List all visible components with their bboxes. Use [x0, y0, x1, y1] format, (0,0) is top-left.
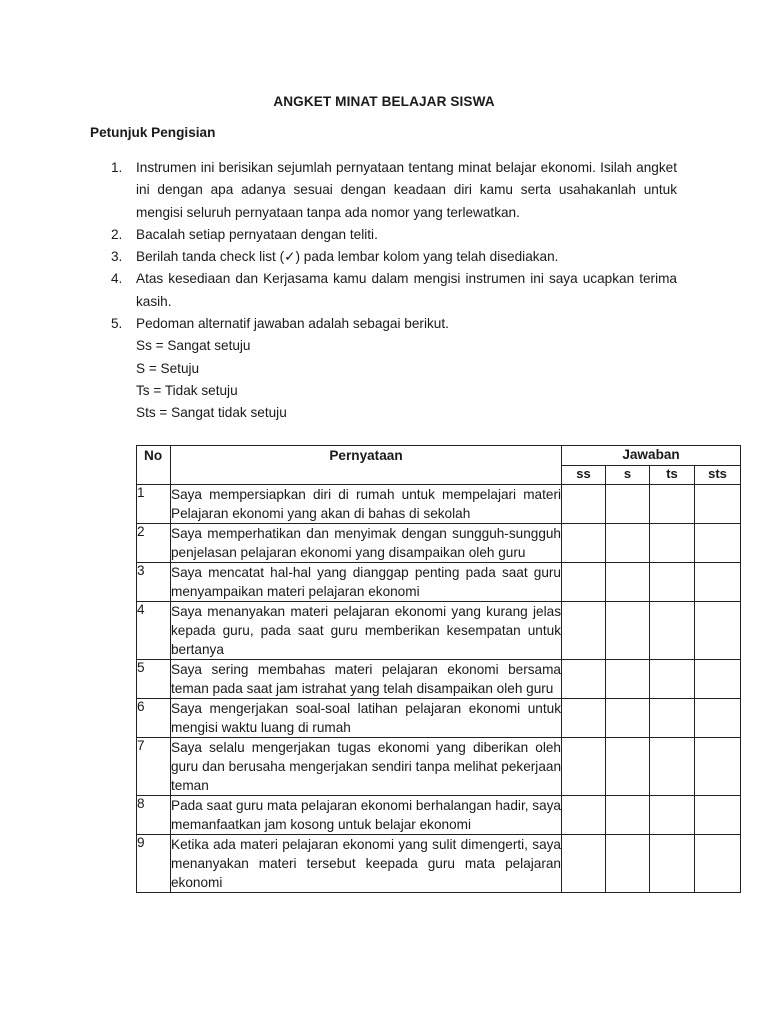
answer-cell-s[interactable]: [606, 485, 650, 524]
table-row: [137, 660, 741, 699]
instruction-number: 2.: [111, 226, 123, 242]
instruction-item: [111, 224, 677, 246]
answer-cell-ss[interactable]: [562, 660, 606, 699]
instructions-heading: Petunjuk Pengisian: [90, 125, 216, 140]
table-row: [137, 796, 741, 835]
answer-cell-s[interactable]: [606, 602, 650, 660]
answer-cell-sts[interactable]: [695, 699, 741, 738]
header-answer: Jawaban: [562, 446, 741, 466]
answer-cell-ss[interactable]: [562, 796, 606, 835]
row-statement: Saya mempersiapkan diri di rumah untuk mempelajari materi Pelajaran ekonomi yang akan di bahas di sekolah: [171, 485, 562, 524]
answer-cell-sts[interactable]: [695, 738, 741, 796]
header-option-ts: ts: [650, 466, 695, 485]
answer-cell-ts[interactable]: [650, 699, 695, 738]
instructions-list: [111, 157, 677, 425]
answer-cell-ss[interactable]: [562, 699, 606, 738]
table-row: [137, 563, 741, 602]
answer-cell-s[interactable]: [606, 699, 650, 738]
header-option-sts: sts: [695, 466, 741, 485]
table-row: [137, 699, 741, 738]
instruction-text: Berilah tanda check list (✓) pada lembar kolom yang telah disediakan.: [136, 249, 559, 265]
row-number: 5: [137, 660, 171, 699]
instruction-number: 5.: [111, 316, 123, 332]
answer-cell-ss[interactable]: [562, 485, 606, 524]
instruction-number: 1.: [111, 160, 123, 175]
answer-cell-ts[interactable]: [650, 835, 695, 893]
instruction-item: [111, 246, 677, 268]
table-row: [137, 485, 741, 524]
row-statement: Pada saat guru mata pelajaran ekonomi berhalangan hadir, saya memanfaatkan jam kosong untuk belajar ekonomi: [171, 796, 562, 835]
instruction-number: 4.: [111, 271, 123, 287]
row-number: 1: [137, 485, 171, 524]
answer-cell-ts[interactable]: [650, 738, 695, 796]
instruction-item: [111, 268, 677, 313]
answer-cell-ss[interactable]: [562, 563, 606, 602]
row-number: 2: [137, 524, 171, 563]
row-statement: Saya selalu mengerjakan tugas ekonomi yang diberikan oleh guru dan berusaha mengerjakan sendiri tanpa melihat pekerjaan teman: [171, 738, 562, 796]
header-statement: Pernyataan: [171, 446, 562, 485]
row-number: 8: [137, 796, 171, 835]
answer-cell-s[interactable]: [606, 835, 650, 893]
survey-table: [136, 445, 741, 893]
answer-cell-ss[interactable]: [562, 835, 606, 893]
header-no: No: [137, 446, 171, 485]
answer-cell-ss[interactable]: [562, 524, 606, 563]
row-statement: Saya memperhatikan dan menyimak dengan sungguh-sungguh penjelasan pelajaran ekonomi yang disampaikan oleh guru: [171, 524, 562, 563]
document-title: ANGKET MINAT BELAJAR SISWA: [273, 94, 495, 109]
row-number: 6: [137, 699, 171, 738]
answer-cell-sts[interactable]: [695, 835, 741, 893]
answer-cell-ss[interactable]: [562, 738, 606, 796]
row-statement: Saya sering membahas materi pelajaran ekonomi bersama teman pada saat jam istrahat yang telah disampaikan oleh guru: [171, 660, 562, 699]
legend-sts: Sts = Sangat tidak setuju: [136, 405, 287, 421]
row-number: 7: [137, 738, 171, 796]
answer-cell-s[interactable]: [606, 660, 650, 699]
table-row: [137, 602, 741, 660]
row-statement: Saya menanyakan materi pelajaran ekonomi yang kurang jelas kepada guru, pada saat guru memberikan kesempatan untuk bertanya: [171, 602, 562, 660]
instruction-text: Bacalah setiap pernyataan dengan teliti.: [136, 226, 378, 242]
instruction-item: [111, 157, 677, 224]
table-row: [137, 835, 741, 893]
answer-cell-ss[interactable]: [562, 602, 606, 660]
answer-cell-ts[interactable]: [650, 660, 695, 699]
instruction-text: Pedoman alternatif jawaban adalah sebagai berikut.: [136, 316, 449, 332]
answer-cell-s[interactable]: [606, 563, 650, 602]
legend-ss: Ss = Sangat setuju: [136, 338, 251, 354]
answer-cell-s[interactable]: [606, 796, 650, 835]
answer-cell-ts[interactable]: [650, 485, 695, 524]
answer-cell-sts[interactable]: [695, 660, 741, 699]
answer-cell-sts[interactable]: [695, 602, 741, 660]
table-row: [137, 738, 741, 796]
table-row: [137, 524, 741, 563]
answer-cell-ts[interactable]: [650, 796, 695, 835]
instruction-text: Instrumen ini berisikan sejumlah pernyataan tentang minat belajar ekonomi. Isilah angket ini dengan apa adanya sesuai dengan keadaan diri kamu serta usahakanlah untuk mengisi seluruh pernyataan tanpa ada nomor yang terlewatkan.: [136, 160, 677, 220]
row-number: 9: [137, 835, 171, 893]
answer-cell-sts[interactable]: [695, 563, 741, 602]
legend-ts: Ts = Tidak setuju: [136, 382, 238, 398]
row-statement: Ketika ada materi pelajaran ekonomi yang sulit dimengerti, saya menanyakan materi tersebut keepada guru mata pelajaran ekonomi: [171, 835, 562, 893]
answer-cell-s[interactable]: [606, 524, 650, 563]
instruction-item: [111, 313, 677, 335]
row-number: 3: [137, 563, 171, 602]
answer-cell-ts[interactable]: [650, 524, 695, 563]
answer-cell-sts[interactable]: [695, 485, 741, 524]
answer-cell-s[interactable]: [606, 738, 650, 796]
header-option-s: s: [606, 466, 650, 485]
row-statement: Saya mengerjakan soal-soal latihan pelajaran ekonomi untuk mengisi waktu luang di rumah: [171, 699, 562, 738]
header-option-ss: ss: [562, 466, 606, 485]
row-statement: Saya mencatat hal-hal yang dianggap penting pada saat guru menyampaikan materi pelajaran ekonomi: [171, 563, 562, 602]
instruction-text: Atas kesediaan dan Kerjasama kamu dalam mengisi instrumen ini saya ucapkan terima kasih.: [136, 271, 677, 309]
instruction-number: 3.: [111, 249, 123, 265]
legend-s: S = Setuju: [136, 360, 200, 376]
row-number: 4: [137, 602, 171, 660]
answer-cell-sts[interactable]: [695, 796, 741, 835]
answer-cell-sts[interactable]: [695, 524, 741, 563]
answer-cell-ts[interactable]: [650, 602, 695, 660]
answer-cell-ts[interactable]: [650, 563, 695, 602]
